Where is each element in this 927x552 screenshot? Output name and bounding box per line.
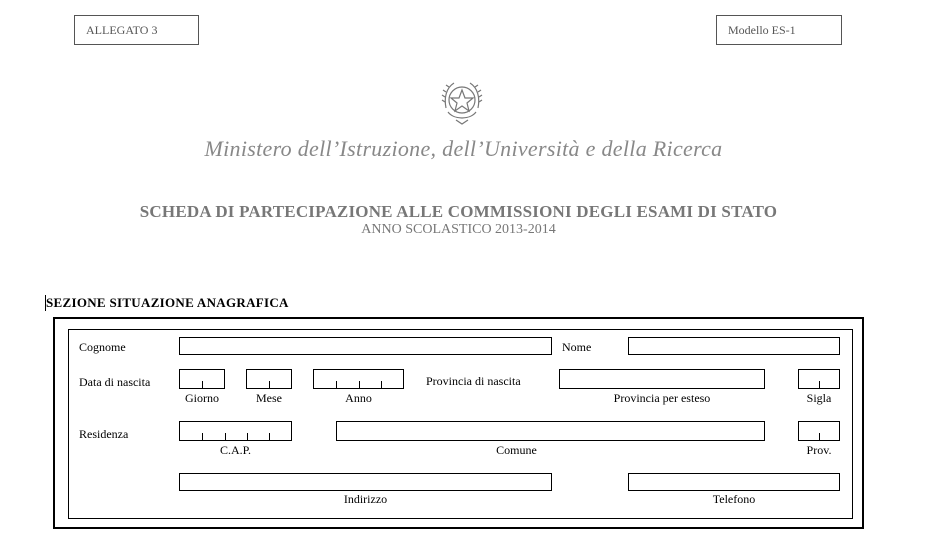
- sigla-caption: Sigla: [806, 391, 832, 405]
- document-title: SCHEDA DI PARTECIPAZIONE ALLE COMMISSIONI DEGLI ESAMI DI STATO: [139, 202, 778, 221]
- cap-field[interactable]: [179, 421, 292, 441]
- cognome-label: Cognome: [79, 340, 126, 354]
- cognome-field[interactable]: [179, 337, 552, 355]
- provincia-esteso-field[interactable]: [559, 369, 765, 389]
- indirizzo-caption: Indirizzo: [343, 492, 388, 506]
- provincia-esteso-caption: Provincia per esteso: [613, 391, 711, 405]
- nome-field[interactable]: [628, 337, 840, 355]
- mese-caption: Mese: [256, 391, 282, 405]
- prov-caption: Prov.: [806, 443, 832, 457]
- sigla-field[interactable]: [798, 369, 840, 389]
- ministry-name: Ministero dell’Istruzione, dell’Università e della Ricerca: [204, 136, 723, 161]
- comune-field[interactable]: [336, 421, 765, 441]
- school-year: ANNO SCOLASTICO 2013-2014: [361, 222, 556, 237]
- anno-caption: Anno: [345, 391, 372, 405]
- giorno-caption: Giorno: [185, 391, 219, 405]
- cap-caption: C.A.P.: [219, 443, 251, 457]
- prov-field[interactable]: [798, 421, 840, 441]
- nome-label: Nome: [562, 340, 592, 354]
- section-title: SEZIONE SITUAZIONE ANAGRAFICA: [46, 295, 289, 310]
- residenza-label: Residenza: [79, 427, 129, 441]
- allegato-label: ALLEGATO 3: [74, 15, 199, 45]
- anno-field[interactable]: [313, 369, 404, 389]
- indirizzo-field[interactable]: [179, 473, 552, 491]
- modello-label: Modello ES-1: [716, 15, 842, 45]
- emblem-icon: [440, 78, 484, 126]
- comune-caption: Comune: [496, 443, 537, 457]
- telefono-caption: Telefono: [712, 492, 756, 506]
- data-nascita-label: Data di nascita: [79, 375, 151, 389]
- telefono-field[interactable]: [628, 473, 840, 491]
- mese-field[interactable]: [246, 369, 292, 389]
- giorno-field[interactable]: [179, 369, 225, 389]
- provincia-nascita-label: Provincia di nascita: [426, 374, 521, 388]
